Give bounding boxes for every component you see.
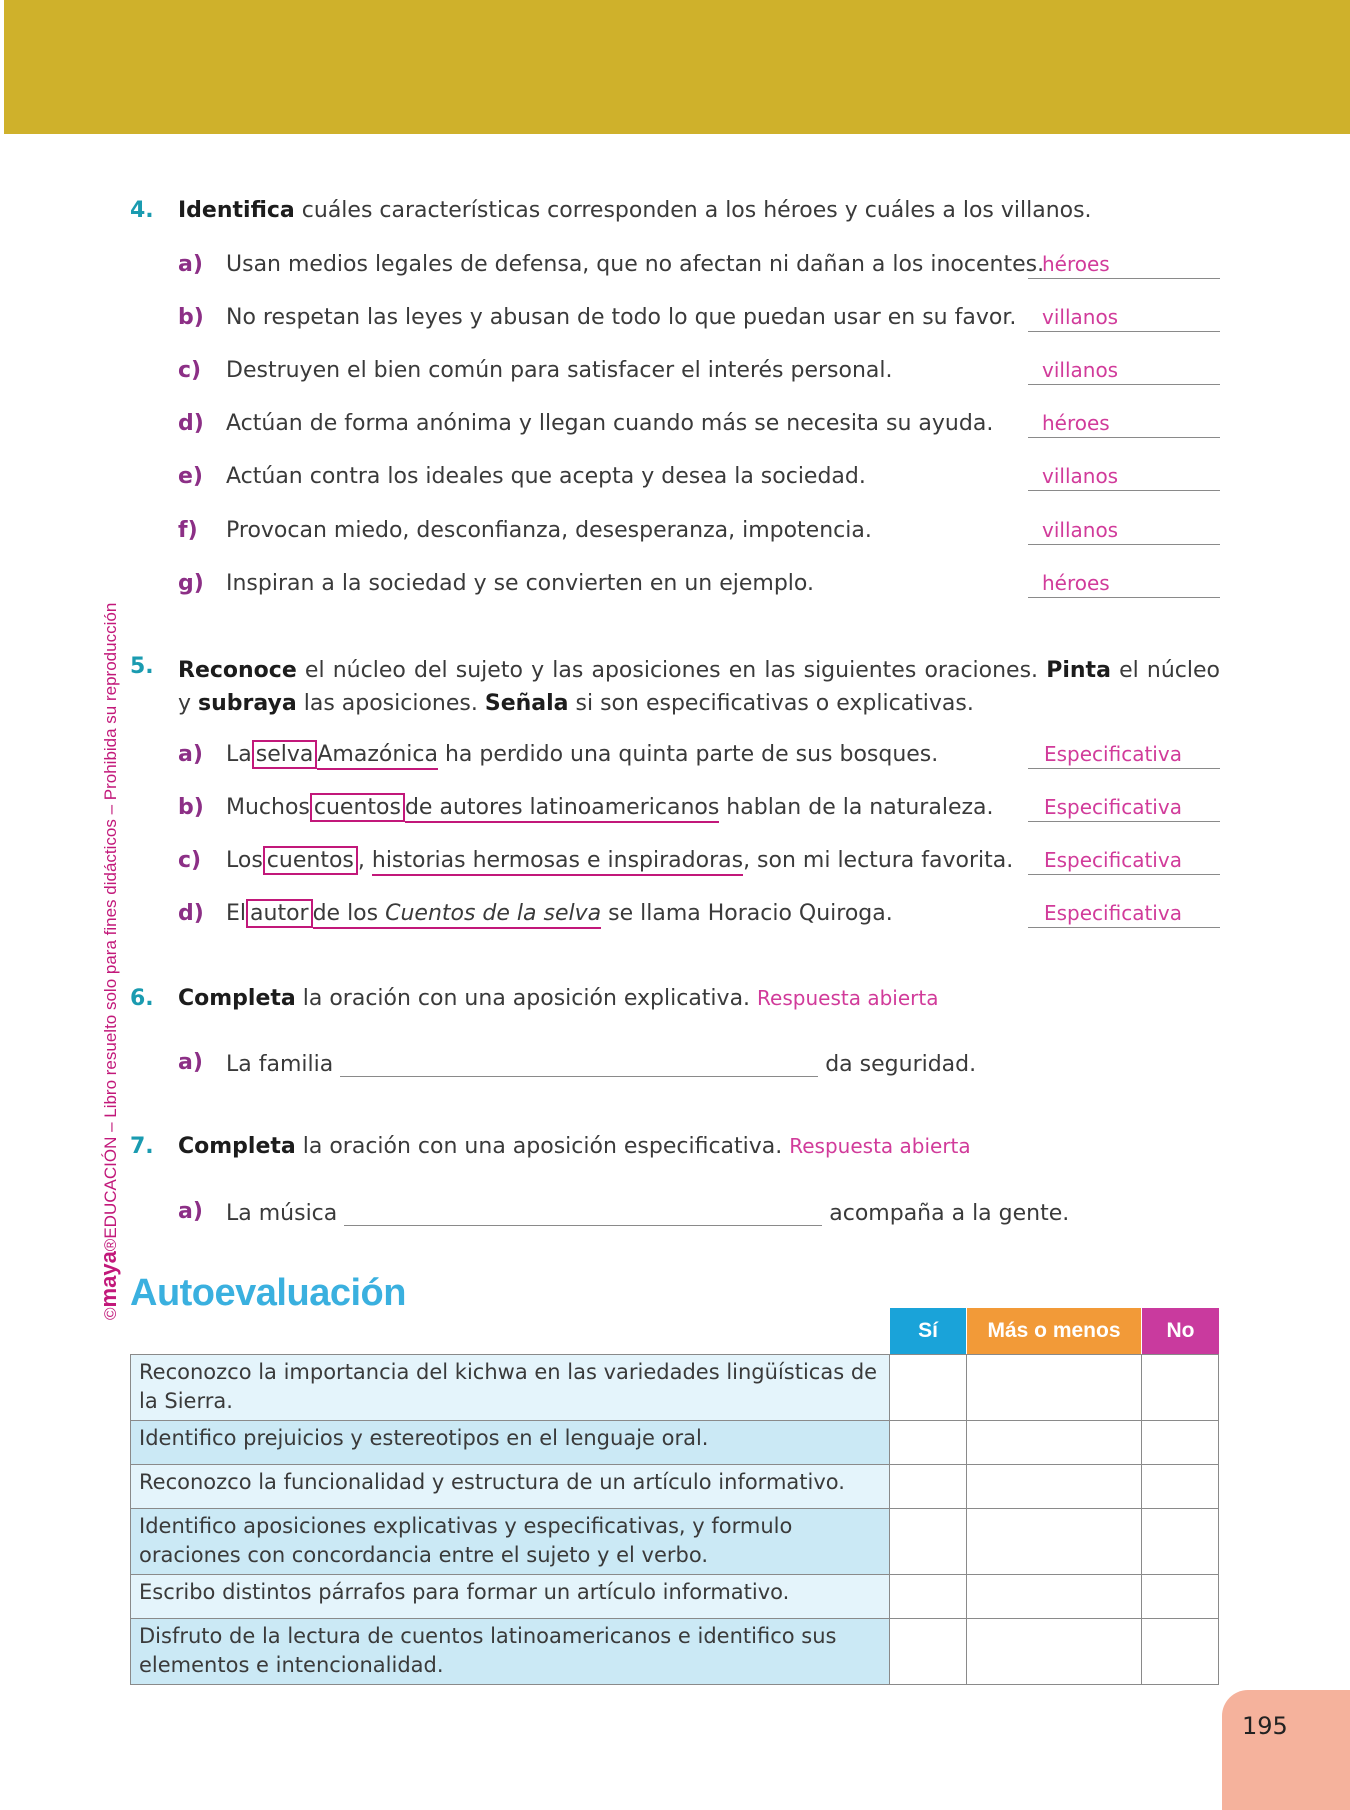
q5c-comma: , [357,848,365,873]
copyright-symbol: © [101,1307,120,1320]
q5c-label: c) [178,848,202,873]
q4a-answer: héroes [1042,252,1110,276]
q7-note: Respuesta abierta [789,1134,971,1158]
q4-number: 4. [130,198,154,223]
q4b-text: No respetan las leyes y abusan de todo lo que puedan usar en su favor. [226,305,1017,330]
q4e-text: Actúan contra los ideales que acepta y desea la sociedad. [226,464,866,489]
q5a-apposition: Amazónica [317,742,438,770]
table-row [131,1421,1219,1465]
q5-number: 5. [130,654,154,679]
q5b-sentence [226,795,994,820]
q5d-apposition-title: Cuentos de la selva [385,901,602,926]
check-cell-mas-o-menos[interactable] [967,1355,1142,1421]
q7-prompt [178,1134,971,1159]
q5-verb-subraya: subraya [198,691,297,716]
check-cell-mas-o-menos[interactable] [967,1509,1142,1575]
q5-verb-senala: Señala [484,691,569,716]
q4c-label: c) [178,358,202,383]
q4-verb: Identifica [178,198,295,223]
q4b-answer: villanos [1042,305,1119,329]
q4-prompt [178,198,1092,223]
q5a-answer: Especificativa [1044,742,1182,766]
q5-prompt [178,654,1220,720]
criterion-cell: Disfruto de la lectura de cuentos latinoamericanos e identifico sus elementos e intencionalidad. [131,1619,890,1685]
q4c-text: Destruyen el bien común para satisfacer el interés personal. [226,358,893,383]
q4b-label: b) [178,305,204,330]
q4g-answer: héroes [1042,571,1110,595]
q5d-sentence [226,901,893,926]
q5d-label: d) [178,901,204,926]
q7a-blank-line[interactable] [344,1199,822,1226]
header-no: No [1142,1308,1219,1354]
check-cell-no[interactable] [1142,1619,1219,1685]
check-cell-no[interactable] [1142,1465,1219,1509]
table-row [131,1465,1219,1509]
q5b-apposition: de autores latinoamericanos [405,795,719,823]
q7-number: 7. [130,1134,154,1159]
q5c-sentence [226,848,1013,873]
q5d-answer: Especificativa [1044,901,1182,925]
q5a-pre: La [226,742,252,767]
check-cell-mas-o-menos[interactable] [967,1575,1142,1619]
check-cell-si[interactable] [890,1355,967,1421]
q4-text: cuáles características corresponden a los héroes y cuáles a los villanos. [294,198,1092,223]
q7a-post: acompaña a la gente. [829,1201,1070,1226]
q5b-label: b) [178,795,204,820]
q5-text-2: el núcleo y [178,658,1220,716]
q5c-post: , son mi lectura favorita. [743,848,1014,873]
q5d-post: se llama Horacio Quiroga. [601,901,893,926]
q6a-sentence [226,1050,976,1077]
q4f-text: Provocan miedo, desconfianza, desesperanza, impotencia. [226,518,872,543]
check-cell-si[interactable] [890,1421,967,1465]
q5c-pre: Los [226,848,263,873]
autoevaluacion-table [130,1354,1219,1685]
q5d-pre: El [226,901,247,926]
q5b-answer: Especificativa [1044,795,1182,819]
q5d-apposition-a: de los [312,901,386,926]
check-cell-mas-o-menos[interactable] [967,1421,1142,1465]
check-cell-mas-o-menos[interactable] [967,1465,1142,1509]
check-cell-no[interactable] [1142,1575,1219,1619]
q4d-text: Actúan de forma anónima y llegan cuando más se necesita su ayuda. [226,411,994,436]
q5-verb-reconoce: Reconoce [178,658,297,683]
check-cell-si[interactable] [890,1465,967,1509]
q5b-core-box: cuentos [310,793,405,822]
criterion-cell: Identifico prejuicios y estereotipos en el lenguaje oral. [131,1421,890,1465]
q5a-post: ha perdido una quinta parte de sus bosques. [437,742,939,767]
q6a-post: da seguridad. [825,1052,977,1077]
criterion-cell: Escribo distintos párrafos para formar un artículo informativo. [131,1575,890,1619]
q5d-core-box: autor [246,899,313,928]
q4d-label: d) [178,411,204,436]
check-cell-no[interactable] [1142,1421,1219,1465]
header-banner [0,0,1350,134]
q6a-pre: La familia [226,1052,334,1077]
q4g-label: g) [178,571,204,596]
q5c-answer: Especificativa [1044,848,1182,872]
q5c-core-box: cuentos [263,846,358,875]
q6a-label: a) [178,1050,203,1075]
q4d-answer: héroes [1042,411,1110,435]
q4a-label: a) [178,252,203,277]
table-row [131,1355,1219,1421]
q7a-pre: La música [226,1201,338,1226]
q5-text-3: las aposiciones. [296,691,485,716]
header-si: Sí [890,1308,966,1354]
q6-verb: Completa [178,986,296,1011]
q4e-label: e) [178,464,203,489]
q5c-apposition: historias hermosas e inspiradoras [372,848,743,876]
q6a-blank-line[interactable] [340,1050,818,1077]
q4c-answer: villanos [1042,358,1119,382]
q7-verb: Completa [178,1134,296,1159]
q6-number: 6. [130,986,154,1011]
q4a-text: Usan medios legales de defensa, que no afectan ni dañan a los inocentes. [226,252,1045,277]
q5a-label: a) [178,742,203,767]
q5a-core-box: selva [252,740,318,769]
check-cell-si[interactable] [890,1575,967,1619]
copyright-side-text [96,320,122,1320]
q7a-label: a) [178,1199,203,1224]
q6-text: la oración con una aposición explicativa. [295,986,751,1011]
q5a-sentence [226,742,938,767]
check-cell-no[interactable] [1142,1355,1219,1421]
q4e-answer: villanos [1042,464,1119,488]
q4f-label: f) [178,518,198,543]
q5b-post: hablan de la naturaleza. [719,795,994,820]
page-number-tab [1222,1690,1350,1810]
check-cell-no[interactable] [1142,1509,1219,1575]
table-row [131,1575,1219,1619]
q7-text: la oración con una aposición especificativa. [295,1134,783,1159]
check-cell-si[interactable] [890,1619,967,1685]
copyright-notice: ®EDUCACIÓN – Libro resuelto solo para fines didácticos – Prohibida su reproducción [101,602,120,1252]
q6-note: Respuesta abierta [757,986,939,1010]
q5-text-4: si son especificativas o explicativas. [568,691,974,716]
q5-text-1: el núcleo del sujeto y las aposiciones en las siguientes oraciones. [296,658,1047,683]
criterion-cell: Reconozco la funcionalidad y estructura de un artículo informativo. [131,1465,890,1509]
page-number: 195 [1242,1712,1288,1740]
check-cell-si[interactable] [890,1509,967,1575]
q5-verb-pinta: Pinta [1046,658,1111,683]
criterion-cell: Reconozco la importancia del kichwa en las variedades lingüísticas de la Sierra. [131,1355,890,1421]
q4g-text: Inspiran a la sociedad y se convierten en un ejemplo. [226,571,814,596]
q5d-apposition [313,901,602,929]
q5b-pre: Muchos [226,795,310,820]
table-row [131,1509,1219,1575]
criterion-cell: Identifico aposiciones explicativas y especificativas, y formulo oraciones con concordancia entre el sujeto y el verbo. [131,1509,890,1575]
banner-edge [0,0,4,134]
brand-logo: maya [96,1251,121,1308]
q7a-sentence [226,1199,1069,1226]
check-cell-mas-o-menos[interactable] [967,1619,1142,1685]
autoevaluacion-title: Autoevaluación [130,1272,406,1314]
table-row [131,1619,1219,1685]
header-mas-o-menos: Más o menos [967,1308,1141,1354]
q4f-answer: villanos [1042,518,1119,542]
q6-prompt [178,986,938,1011]
